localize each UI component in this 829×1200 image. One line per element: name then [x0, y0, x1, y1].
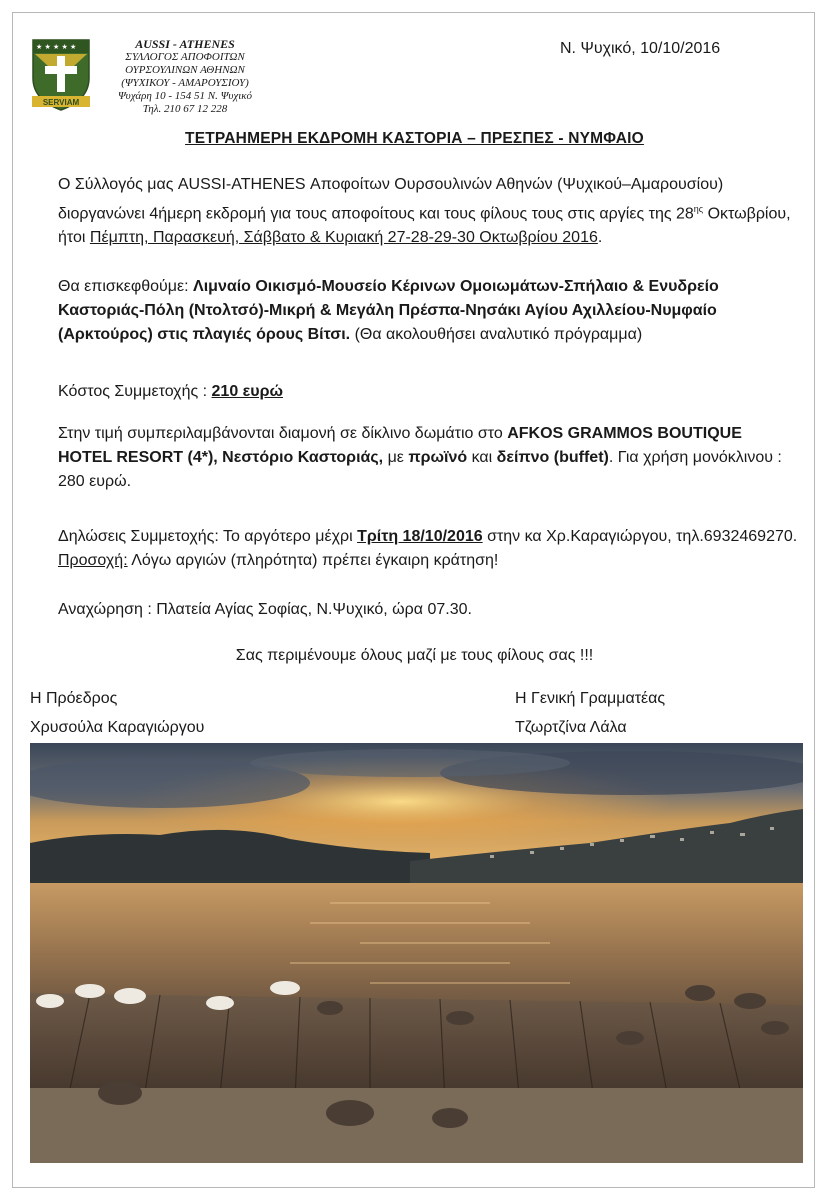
breakfast: πρωϊνό — [408, 449, 468, 466]
stay-text-3: και — [467, 449, 497, 466]
intro-sup: ης — [693, 204, 704, 214]
president-role: Η Πρόεδρος — [30, 690, 118, 707]
register-deadline: Τρίτη 18/10/2016 — [357, 528, 483, 545]
stay-paragraph — [58, 422, 798, 494]
club-header — [100, 38, 270, 116]
closing-line: Σας περιμένουμε όλους μαζί με τους φίλους σας !!! — [235, 647, 594, 664]
intro-text: Ο Σύλλογός μας AUSSI-ATHENES Αποφοίτων Ουρσουλινών Αθηνών (Ψυχικού–Αμαρουσίου) διοργανώνει 4ήμερη εκδρομή για τους αποφοίτους και τους φίλους τους στις αργίες της 28 — [58, 176, 724, 223]
stay-text-1: Στην τιμή συμπεριλαμβάνονται διαμονή σε δίκλινο δωμάτιο στο — [58, 425, 508, 442]
svg-text:★ ★ ★ ★ ★: ★ ★ ★ ★ ★ — [36, 43, 77, 51]
intro-end: . — [597, 229, 603, 247]
intro-paragraph — [58, 173, 798, 250]
trip-dates: Πέμπτη, Παρασκευή, Σάββατο & Κυριακή 27-28-29-30 Οκτωβρίου 2016 — [89, 229, 598, 247]
logo-motto: SERVIAM — [42, 98, 80, 107]
club-line: ΟΥΡΣΟΥΛΙΝΩΝ ΑΘΗΝΩΝ — [125, 64, 245, 76]
signature-left — [30, 684, 204, 742]
hotel-name: AFKOS GRAMMOS BOUTIQUE HOTEL RESORT (4*), Νεστόριο Καστοριάς, — [58, 425, 742, 466]
club-line: ΣΥΛΛΟΓΟΣ ΑΠΟΦΟΙΤΩΝ — [125, 51, 245, 63]
stay-text-2: με — [383, 449, 409, 466]
president-name: Χρυσούλα Καραγιώργου — [30, 719, 205, 736]
serviam-crest-logo — [30, 38, 92, 112]
intro-text2: Οκτωβρίου, ήτοι — [58, 205, 791, 247]
visit-places: Λιμναίο Οικισμό-Μουσείο Κέρινων Ομοιωμάτων-Σπήλαιο & Ενυδρείο Καστοριάς-Πόλη (Ντολτσό)-Μικρή & Μεγάλη Πρέσπα-Νησάκι Αγίου Αχιλλείου-Νυμφαίο (Αρκτούρος) στις πλαγιές όρους Βίτσι. — [58, 278, 719, 343]
cost-label: Κόστος Συμμετοχής : — [58, 383, 212, 400]
signature-right — [515, 684, 665, 742]
place-date: Ν. Ψυχικό, 10/10/2016 — [560, 40, 721, 57]
stay-text-4: . Για χρήση μονόκλινου : 280 ευρώ. — [58, 449, 782, 490]
club-address: Ψυχάρη 10 - 154 51 Ν. Ψυχικό — [117, 90, 253, 102]
departure-line: Αναχώρηση : Πλατεία Αγίας Σοφίας, Ν.Ψυχικό, ώρα 07.30. — [58, 601, 472, 618]
cost-paragraph — [58, 380, 798, 404]
secretary-name: Τζωρτζίνα Λάλα — [515, 719, 627, 736]
visit-note: (Θα ακολουθήσει αναλυτικό πρόγραμμα) — [350, 326, 643, 343]
visit-lead: Θα επισκεφθούμε: — [58, 278, 194, 295]
club-phone: Τηλ. 210 67 12 228 — [142, 103, 228, 115]
register-text-1: Δηλώσεις Συμμετοχής: Το αργότερο μέχρι — [58, 528, 358, 545]
visit-paragraph — [58, 275, 798, 347]
register-text-2: στην κα Χρ.Καραγιώργου, τηλ.6932469270. — [482, 528, 798, 545]
register-paragraph — [58, 525, 798, 573]
dinner: δείπνο (buffet) — [496, 449, 609, 466]
register-text-3: Λόγω αργιών (πληρότητα) πρέπει έγκαιρη κράτηση! — [127, 552, 499, 569]
attention-label: Προσοχή: — [58, 552, 128, 569]
club-name: AUSSI - ATHENES — [135, 37, 235, 51]
club-line: (ΨΥΧΙΚΟΥ - ΑΜΑΡΟΥΣΙΟΥ) — [121, 77, 249, 89]
document-title: ΤΕΤΡΑΗΜΕΡΗ ΕΚΔΡΟΜΗ ΚΑΣΤΟΡΙΑ – ΠΡΕΣΠΕΣ - ΝΥΜΦΑΙΟ — [185, 130, 644, 147]
secretary-role: Η Γενική Γραμματέας — [515, 690, 666, 707]
cost-value: 210 ευρώ — [211, 383, 283, 400]
lake-sunset-photo — [30, 743, 803, 1163]
